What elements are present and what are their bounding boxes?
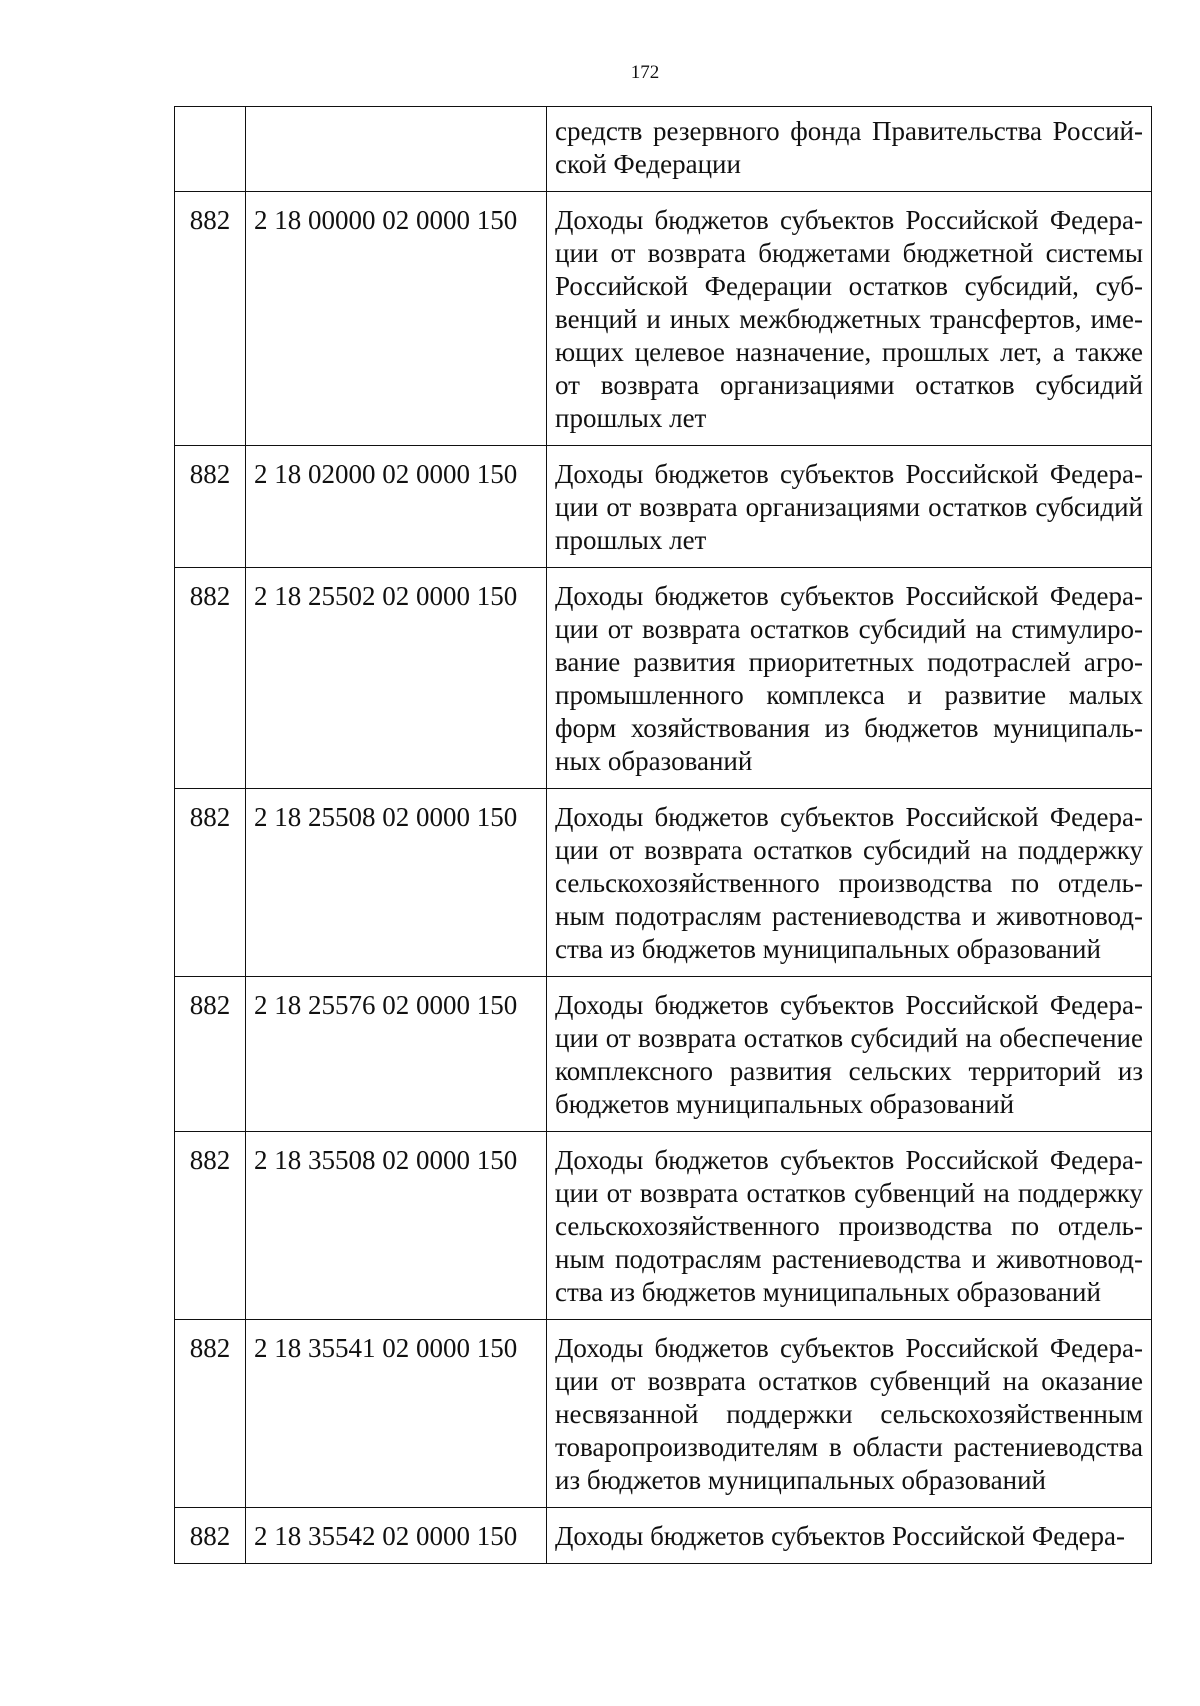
admin-code-cell: 882 [175,568,246,789]
admin-code-cell: 882 [175,446,246,568]
revenue-code-cell: 2 18 35542 02 0000 150 [246,1508,547,1564]
revenue-name-cell: Доходы бюджетов субъектов Российской Федерации от возврата остатков субвенций на оказание несвязанной поддержки сельскохозяйственным товаропроизводителям в области растениеводства из бюджетов муниципальных образований [547,1320,1152,1508]
admin-code-cell [175,107,246,192]
table-row [175,1132,1152,1320]
revenue-code-cell [246,107,547,192]
revenue-name-cell: средств резервного фонда Правительства Российской Федерации [547,107,1152,192]
admin-code-cell: 882 [175,1320,246,1508]
table-row [175,789,1152,977]
table-row [175,977,1152,1132]
revenue-code-cell: 2 18 25508 02 0000 150 [246,789,547,977]
revenue-name-cell: Доходы бюджетов субъектов Российской Федерации от возврата остатков субсидий на поддержку сельскохозяйственного производства по отдельным подотраслям растениеводства и животноводства из бюджетов муниципальных образований [547,789,1152,977]
revenue-code-cell: 2 18 35541 02 0000 150 [246,1320,547,1508]
table-row [175,446,1152,568]
revenue-name-cell: Доходы бюджетов субъектов Российской Федерации от возврата остатков субсидий на обеспечение комплексного развития сельских территорий из бюджетов муниципальных образований [547,977,1152,1132]
table-row [175,1508,1152,1564]
revenue-codes-table [174,106,1152,1564]
admin-code-cell: 882 [175,977,246,1132]
revenue-code-cell: 2 18 25502 02 0000 150 [246,568,547,789]
admin-code-cell: 882 [175,1508,246,1564]
revenue-code-cell: 2 18 25576 02 0000 150 [246,977,547,1132]
admin-code-cell: 882 [175,1132,246,1320]
page-number: 172 [630,62,660,83]
revenue-name-cell: Доходы бюджетов субъектов Российской Федера- [547,1508,1152,1564]
revenue-name-cell: Доходы бюджетов субъектов Российской Федерации от возврата остатков субсидий на стимулирование развития приоритетных подотраслей агропромышленного комплекса и развитие малых форм хозяйствования из бюджетов муниципальных образований [547,568,1152,789]
revenue-name-cell: Доходы бюджетов субъектов Российской Федерации от возврата бюджетами бюджетной системы Российской Федерации остатков субсидий, субвенций и иных межбюджетных трансфертов, имеющих целевое назначение, прошлых лет, а также от возврата организациями остатков субсидий прошлых лет [547,192,1152,446]
revenue-code-cell: 2 18 00000 02 0000 150 [246,192,547,446]
admin-code-cell: 882 [175,192,246,446]
table-row [175,192,1152,446]
admin-code-cell: 882 [175,789,246,977]
table-row [175,568,1152,789]
table-row [175,1320,1152,1508]
revenue-code-cell: 2 18 35508 02 0000 150 [246,1132,547,1320]
revenue-name-cell: Доходы бюджетов субъектов Российской Федерации от возврата организациями остатков субсидий прошлых лет [547,446,1152,568]
revenue-name-cell: Доходы бюджетов субъектов Российской Федерации от возврата остатков субвенций на поддержку сельскохозяйственного производства по отдельным подотраслям растениеводства и животноводства из бюджетов муниципальных образований [547,1132,1152,1320]
revenue-code-cell: 2 18 02000 02 0000 150 [246,446,547,568]
table-row [175,107,1152,192]
